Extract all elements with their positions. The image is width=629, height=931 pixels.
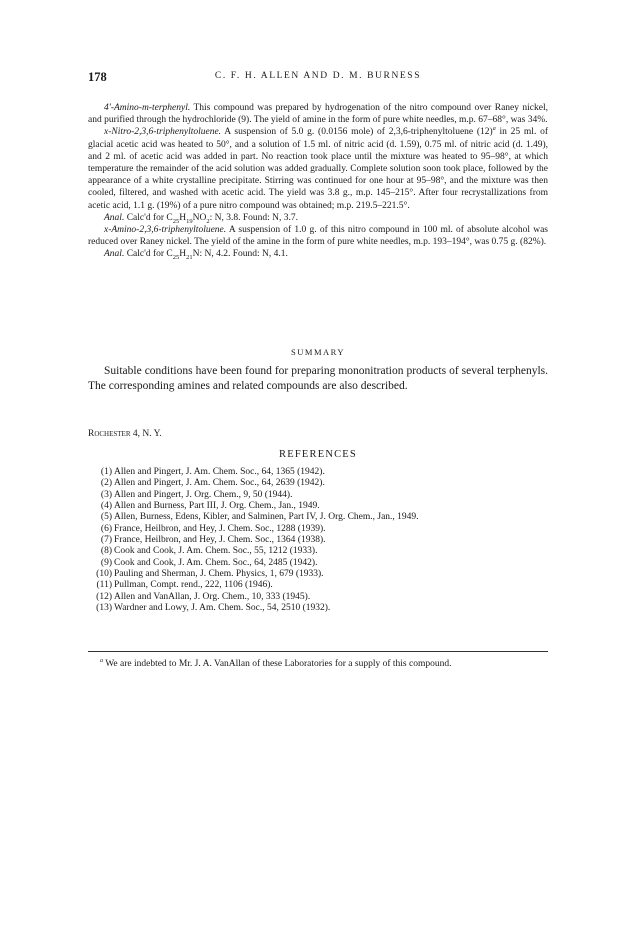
- reference-item: [88, 558, 558, 569]
- references-list: [88, 467, 558, 614]
- compound-name: x-Nitro-2,3,6-triphenyltoluene.: [104, 127, 222, 138]
- reference-text: France, Heilbron, and Hey, J. Chem. Soc., 1364 (1938).: [114, 535, 326, 546]
- reference-text: Pauling and Sherman, J. Chem. Physics, 1, 679 (1933).: [114, 569, 324, 580]
- reference-number: (5): [100, 512, 112, 523]
- reference-text: Cook and Cook, J. Am. Chem. Soc., 64, 2485 (1942).: [114, 557, 318, 568]
- reference-item: [88, 569, 558, 580]
- reference-text: Wardner and Lowy, J. Am. Chem. Soc., 54, 2510 (1932).: [114, 603, 331, 614]
- reference-text: Pullman, Compt. rend., 222, 1106 (1946).: [114, 580, 273, 591]
- reference-item: [88, 524, 558, 535]
- paragraph-text: This compound was prepared by hydrogenation of the nitro compound over Raney nickel, and purified through the hydrochloride (9). The yield of amine in the form of pure white needles, m.p. 67–68°, was 34%.: [88, 103, 548, 126]
- reference-item: [88, 478, 558, 489]
- analysis-label: Anal.: [104, 249, 125, 260]
- reference-item: [88, 490, 558, 501]
- reference-item: [88, 535, 558, 546]
- summary-heading: SUMMARY: [291, 347, 345, 357]
- footnote-divider: [88, 651, 548, 652]
- reference-text: Allen and Burness, Part III, J. Org. Chem., Jan., 1949.: [114, 501, 320, 512]
- reference-text: Allen and Pingert, J. Am. Chem. Soc., 64, 2639 (1942).: [114, 478, 325, 489]
- footnote-marker: a: [492, 126, 496, 133]
- reference-item: [88, 580, 558, 591]
- analysis-line: Anal. Calc'd for $C_{25}H_{19}NO_2$: N, 3.8. Found: N, 3.7.: [104, 212, 299, 225]
- paragraph-text: A suspension of 5.0 g. (0.0156 mole) of 2,3,6-triphenyltoluene (12): [221, 127, 493, 138]
- reference-number: (11): [96, 580, 112, 591]
- experimental-section: [88, 102, 548, 261]
- reference-text: Allen and Pingert, J. Org. Chem., 9, 50 (1944).: [114, 489, 293, 500]
- paragraph-text: in 25 ml. of glacial acetic acid was heated to 50°, and a solution of 1.5 ml. of nitric acid (d. 1.59), 0.75 ml. of nitric acid (d. 1.49), and 2 ml. of acetic acid was added in part. No reaction took place until the mixture was heated to 95–98°, at which temperature the remainder of the acid solution was added gradually. Complete solution soon took place, followed by the appearance of a white crystalline precipitate. Stirring was continued for one hour at 95–98°, and the mixture was then cooled, filtered, and washed with acetic acid. The yield was 3.8 g., m.p. 145–215°. After four recrystallizations from acetic acid, 1.1 g. (19%) of a pure nitro compound was obtained; m.p. 219.5–221.5°.: [88, 127, 548, 211]
- reference-item: [88, 512, 558, 523]
- analysis-label: Anal.: [104, 212, 125, 223]
- reference-number: (13): [96, 603, 112, 614]
- running-title: C. F. H. ALLEN AND D. M. BURNESS: [214, 71, 422, 81]
- reference-number: (10): [96, 569, 112, 580]
- summary-text: Suitable conditions have been found for preparing mononitration products of several terphenyls. The corresponding amines and related compounds are also described.: [88, 365, 548, 393]
- paragraph-amino-terphenyl: [88, 102, 548, 126]
- reference-number: (2): [100, 478, 112, 489]
- reference-text: Allen and VanAllan, J. Org. Chem., 10, 333 (1945).: [114, 591, 311, 602]
- reference-item: [88, 467, 558, 478]
- reference-text: Allen, Burness, Edens, Kibler, and Salminen, Part IV, J. Org. Chem., Jan., 1949.: [114, 512, 419, 523]
- reference-text: Cook and Cook, J. Am. Chem. Soc., 55, 1212 (1933).: [114, 546, 318, 557]
- compound-name: 4′-Amino-m-terphenyl.: [104, 103, 191, 113]
- author-location: Rochester 4, N. Y.: [88, 429, 162, 439]
- paragraph-amino-triphenyltoluene: [88, 224, 548, 248]
- footnote: [88, 658, 548, 670]
- analysis-line: Anal. Calc'd for $C_{25}H_{21}N$: N, 4.2. Found: N, 4.1.: [104, 249, 288, 262]
- reference-item: [88, 546, 558, 557]
- references-heading: REFERENCES: [279, 449, 357, 460]
- paragraph-text: A suspension of 1.0 g. of this nitro compound in 100 ml. of absolute alcohol was reduced over Raney nickel. The yield of the amine in the form of pure white needles, m.p. 193–194°, was 0.75 g. (82%).: [88, 225, 548, 248]
- reference-number: (3): [100, 489, 112, 500]
- summary-section: [88, 364, 548, 395]
- paragraph-nitro-triphenyltoluene: [88, 126, 548, 211]
- reference-number: (9): [100, 557, 112, 568]
- reference-item: [88, 603, 558, 614]
- reference-item: [88, 501, 558, 512]
- reference-number: (1): [100, 467, 112, 477]
- reference-number: (4): [100, 501, 112, 512]
- reference-number: (12): [96, 591, 112, 602]
- reference-text: Allen and Pingert, J. Am. Chem. Soc., 64, 1365 (1942).: [114, 467, 325, 477]
- footnote-text: We are indebted to Mr. J. A. VanAllan of these Laboratories for a supply of this compound.: [103, 659, 452, 669]
- footnote-marker: a: [100, 657, 103, 664]
- reference-number: (7): [100, 535, 112, 546]
- compound-name: x-Amino-2,3,6-triphenyltoluene.: [104, 225, 227, 236]
- reference-text: France, Heilbron, and Hey, J. Chem. Soc., 1288 (1939).: [114, 523, 326, 534]
- running-head: [88, 70, 548, 86]
- reference-number: (8): [100, 546, 112, 557]
- reference-item: [88, 592, 558, 603]
- page-number: 178: [88, 70, 107, 84]
- reference-number: (6): [100, 523, 112, 534]
